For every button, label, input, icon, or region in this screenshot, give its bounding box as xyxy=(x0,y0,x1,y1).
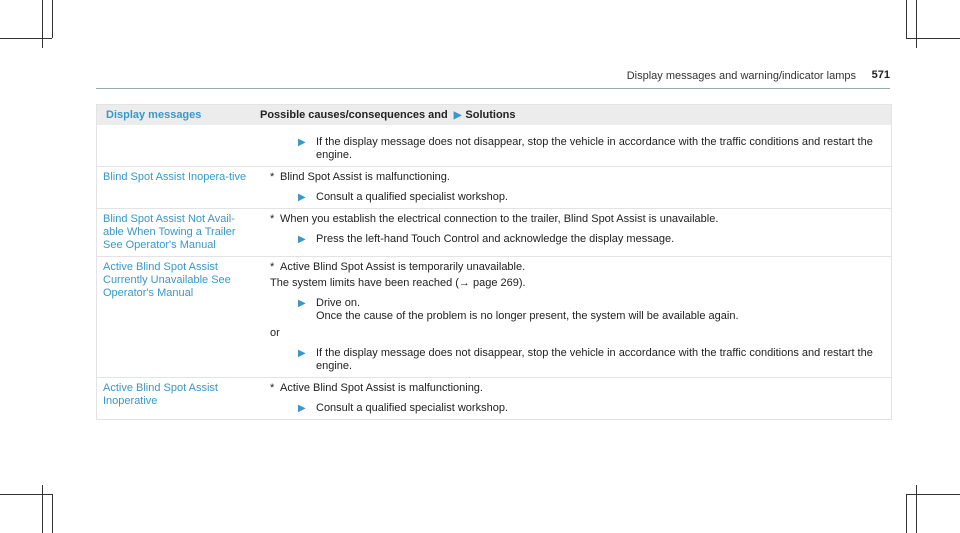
table-row xyxy=(97,125,891,166)
solution-step xyxy=(268,297,883,323)
cause-text: Active Blind Spot Assist is malfunctioning. xyxy=(280,382,483,394)
cause-text: When you establish the electrical connection to the trailer, Blind Spot Assist is unavailable. xyxy=(280,213,719,225)
display-message: Active Blind Spot Assist Currently Unavailable See Operator's Manual xyxy=(103,261,231,299)
cause-text: Blind Spot Assist is malfunctioning. xyxy=(280,171,450,183)
col-header-causes xyxy=(258,105,891,126)
play-arrow-icon: ▶ xyxy=(298,137,306,148)
solution-step xyxy=(268,136,883,162)
crop-mark xyxy=(906,494,960,495)
display-message: Blind Spot Assist Inopera-tive xyxy=(103,171,247,183)
display-message: Blind Spot Assist Not Avail-able When Towing a Trailer See Operator's Manual xyxy=(103,213,236,251)
step-text: If the display message does not disappear, stop the vehicle in accordance with the traffic conditions and restart the engine. xyxy=(316,136,873,161)
step-text: Press the left-hand Touch Control and acknowledge the display message. xyxy=(316,233,675,245)
play-arrow-icon: ▶ xyxy=(298,234,306,245)
causes-solutions xyxy=(258,209,891,256)
causes-solutions xyxy=(258,125,891,166)
step-text: Consult a qualified specialist workshop. xyxy=(316,402,508,414)
solution-step xyxy=(268,347,883,373)
messages-table xyxy=(96,104,892,420)
header-title: Display messages and warning/indicator lamps xyxy=(626,70,856,82)
asterisk-marker: * xyxy=(270,213,275,225)
crop-mark xyxy=(906,38,960,39)
col-header-solutions-label: Solutions xyxy=(465,108,516,121)
crop-mark xyxy=(916,0,917,48)
page-number: 571 xyxy=(871,69,890,81)
crop-mark xyxy=(906,494,907,533)
causes-solutions xyxy=(258,378,891,419)
asterisk-marker: * xyxy=(270,261,275,273)
table-row xyxy=(97,256,891,377)
info-text: The system limits have been reached (→ page 269). xyxy=(270,277,526,289)
cause xyxy=(268,213,883,226)
display-message xyxy=(97,125,258,166)
solution-step xyxy=(268,402,883,415)
causes-solutions xyxy=(258,167,891,208)
table-body xyxy=(97,125,891,419)
or-separator: or xyxy=(270,327,280,339)
play-arrow-icon: ▶ xyxy=(298,298,306,309)
asterisk-marker: * xyxy=(270,382,275,394)
causes-solutions xyxy=(258,257,891,377)
crop-mark xyxy=(42,0,43,48)
crop-mark xyxy=(0,494,52,495)
col-header-causes-label: Possible causes/consequences and xyxy=(260,108,448,121)
cause xyxy=(268,261,883,274)
col-header-messages: Display messages xyxy=(106,108,202,121)
asterisk-marker: * xyxy=(270,171,275,183)
crop-mark xyxy=(42,485,43,533)
solution-step xyxy=(268,233,883,246)
crop-mark xyxy=(52,494,53,533)
play-arrow-icon: ▶ xyxy=(453,109,462,121)
crop-mark xyxy=(916,485,917,533)
table-row xyxy=(97,377,891,419)
play-arrow-icon: ▶ xyxy=(298,192,306,203)
step-text: Consult a qualified specialist workshop. xyxy=(316,191,508,203)
step-text: Drive on. Once the cause of the problem is no longer present, the system will be available again. xyxy=(316,297,739,322)
cause xyxy=(268,171,883,184)
cause-text: Active Blind Spot Assist is temporarily unavailable. xyxy=(280,261,526,273)
crop-mark xyxy=(906,0,907,38)
step-text: If the display message does not disappear, stop the vehicle in accordance with the traffic conditions and restart the engine. xyxy=(316,347,873,372)
crop-mark xyxy=(0,38,52,39)
cause xyxy=(268,382,883,395)
play-arrow-icon: ▶ xyxy=(298,348,306,359)
table-row xyxy=(97,166,891,208)
table-row xyxy=(97,208,891,256)
crop-mark xyxy=(52,0,53,38)
table-header xyxy=(97,105,891,125)
play-arrow-icon: ▶ xyxy=(298,403,306,414)
page-header xyxy=(96,66,890,89)
solution-step xyxy=(268,191,883,204)
display-message: Active Blind Spot Assist Inoperative xyxy=(103,382,218,407)
